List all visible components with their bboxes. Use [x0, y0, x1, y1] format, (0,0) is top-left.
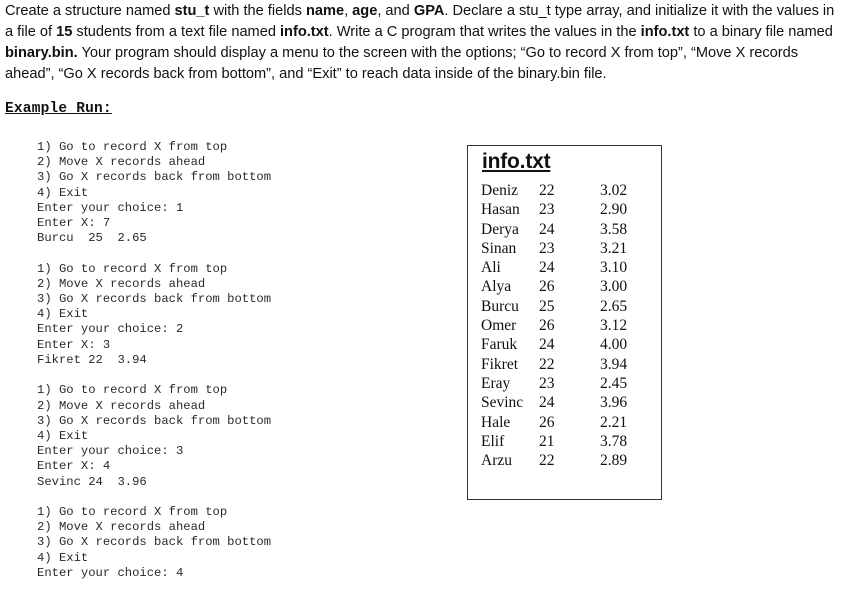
console-line: 1) Go to record X from top	[37, 261, 228, 276]
console-line: Enter your choice: 1	[37, 200, 184, 215]
intro-text: with the fields	[209, 3, 306, 19]
student-gpa: 2.90	[600, 201, 628, 219]
student-record-row	[481, 414, 651, 433]
student-age: 25	[539, 297, 555, 315]
intro-bold: binary.bin.	[5, 45, 78, 61]
student-record-row	[481, 201, 651, 220]
example-run-output	[37, 140, 271, 581]
student-record-row	[481, 298, 651, 317]
example-run-block	[37, 383, 271, 489]
intro-text: ,	[344, 3, 353, 19]
intro-text: Your program should display a menu to the screen with the options; “Go to record X from top”, “Move X records ahead”, “Go X records back from bottom”, and “Exit” to reach data inside of the binary.bin file.	[5, 45, 799, 82]
student-name: Hale	[481, 413, 511, 431]
student-name: Sevinc	[481, 394, 524, 412]
student-name: Elif	[481, 432, 505, 450]
example-run-block	[37, 505, 271, 581]
example-run-heading: Example Run:	[5, 101, 112, 117]
console-line: Enter your choice: 4	[37, 565, 184, 580]
console-line: Enter your choice: 2	[37, 322, 184, 337]
console-line: 4) Exit	[37, 185, 89, 200]
intro-text: . Write a C program that writes the values in the	[328, 24, 641, 40]
student-record-row	[481, 375, 651, 394]
example-run-block	[37, 140, 271, 246]
student-gpa: 3.12	[600, 317, 628, 335]
intro-text: students from a text file named	[72, 24, 280, 40]
info-txt-box	[467, 145, 662, 500]
student-record-row	[481, 182, 651, 201]
student-name: Sinan	[481, 239, 517, 257]
student-name: Hasan	[481, 201, 520, 219]
student-age: 23	[539, 239, 555, 257]
info-txt-title: info.txt	[482, 150, 551, 173]
student-gpa: 3.21	[600, 239, 628, 257]
console-line: 4) Exit	[37, 307, 89, 322]
example-run-block	[37, 262, 271, 368]
student-age: 26	[539, 278, 555, 296]
console-line: 4) Exit	[37, 550, 89, 565]
student-gpa: 3.02	[600, 182, 628, 199]
console-line: 1) Go to record X from top	[37, 383, 228, 398]
student-age: 23	[539, 201, 555, 219]
student-age: 26	[539, 413, 555, 431]
console-line: 3) Go X records back from bottom	[37, 292, 272, 307]
student-record-row	[481, 356, 651, 375]
console-line: Enter X: 7	[37, 215, 111, 230]
console-line: 1) Go to record X from top	[37, 505, 228, 520]
console-line: 2) Move X records ahead	[37, 398, 206, 413]
student-gpa: 3.94	[600, 355, 628, 373]
student-age: 22	[539, 452, 555, 470]
student-gpa: 3.78	[600, 432, 628, 450]
intro-bold: age	[352, 3, 378, 19]
student-record-row	[481, 240, 651, 259]
student-gpa: 2.21	[600, 413, 628, 431]
problem-statement	[5, 1, 845, 85]
intro-text: Create a structure named	[5, 3, 175, 19]
console-line: Burcu 25 2.65	[37, 231, 147, 246]
student-gpa: 3.00	[600, 278, 628, 296]
student-age: 24	[539, 220, 555, 238]
student-record-row	[481, 221, 651, 240]
student-gpa: 3.96	[600, 394, 628, 412]
student-name: Ali	[481, 259, 501, 277]
console-line: 2) Move X records ahead	[37, 520, 206, 535]
console-line: Enter your choice: 3	[37, 444, 184, 459]
console-line: 4) Exit	[37, 428, 89, 443]
student-gpa: 3.10	[600, 259, 628, 277]
student-name: Deniz	[481, 182, 519, 199]
student-age: 23	[539, 374, 555, 392]
student-age: 26	[539, 317, 555, 335]
student-name: Alya	[481, 278, 512, 296]
student-gpa: 2.45	[600, 374, 628, 392]
student-age: 21	[539, 432, 555, 450]
intro-bold: name	[305, 3, 345, 19]
student-name: Fikret	[481, 355, 519, 373]
console-line: 3) Go X records back from bottom	[37, 535, 272, 550]
student-age: 24	[539, 336, 555, 354]
student-age: 24	[539, 394, 555, 412]
intro-text: to a binary file named	[689, 24, 833, 40]
student-record-row	[481, 394, 651, 413]
intro-text: . Declare a stu_t type array, and initialize it with the values in a file of	[5, 3, 835, 40]
console-line: 1) Go to record X from top	[37, 140, 228, 154]
intro-bold: info.txt	[640, 24, 690, 40]
student-age: 22	[539, 182, 555, 199]
student-record-row	[481, 433, 651, 452]
student-name: Burcu	[481, 297, 519, 315]
intro-bold: stu_t	[174, 3, 210, 19]
intro-bold: GPA	[413, 3, 445, 19]
student-gpa: 4.00	[600, 336, 628, 354]
console-line: 3) Go X records back from bottom	[37, 170, 272, 185]
student-gpa: 2.65	[600, 297, 628, 315]
student-gpa: 3.58	[600, 220, 628, 238]
student-record-row	[481, 336, 651, 355]
intro-text: , and	[377, 3, 414, 19]
console-line: 2) Move X records ahead	[37, 155, 206, 170]
student-record-row	[481, 259, 651, 278]
intro-bold: info.txt	[280, 24, 329, 40]
student-age: 24	[539, 259, 555, 277]
student-name: Faruk	[481, 336, 518, 354]
student-name: Omer	[481, 317, 517, 335]
console-line: Sevinc 24 3.96	[37, 474, 147, 489]
student-age: 22	[539, 355, 555, 373]
console-line: Enter X: 3	[37, 337, 111, 352]
student-name: Arzu	[481, 452, 512, 470]
student-name: Derya	[481, 220, 519, 238]
console-line: Enter X: 4	[37, 459, 111, 474]
console-line: 2) Move X records ahead	[37, 276, 206, 291]
console-line: Fikret 22 3.94	[37, 352, 147, 367]
student-gpa: 2.89	[600, 452, 628, 470]
info-txt-table	[481, 182, 651, 471]
student-record-row	[481, 452, 651, 471]
student-record-row	[481, 278, 651, 297]
intro-bold: 15	[56, 24, 73, 40]
student-record-row	[481, 317, 651, 336]
student-name: Eray	[481, 374, 511, 392]
console-line: 3) Go X records back from bottom	[37, 413, 272, 428]
